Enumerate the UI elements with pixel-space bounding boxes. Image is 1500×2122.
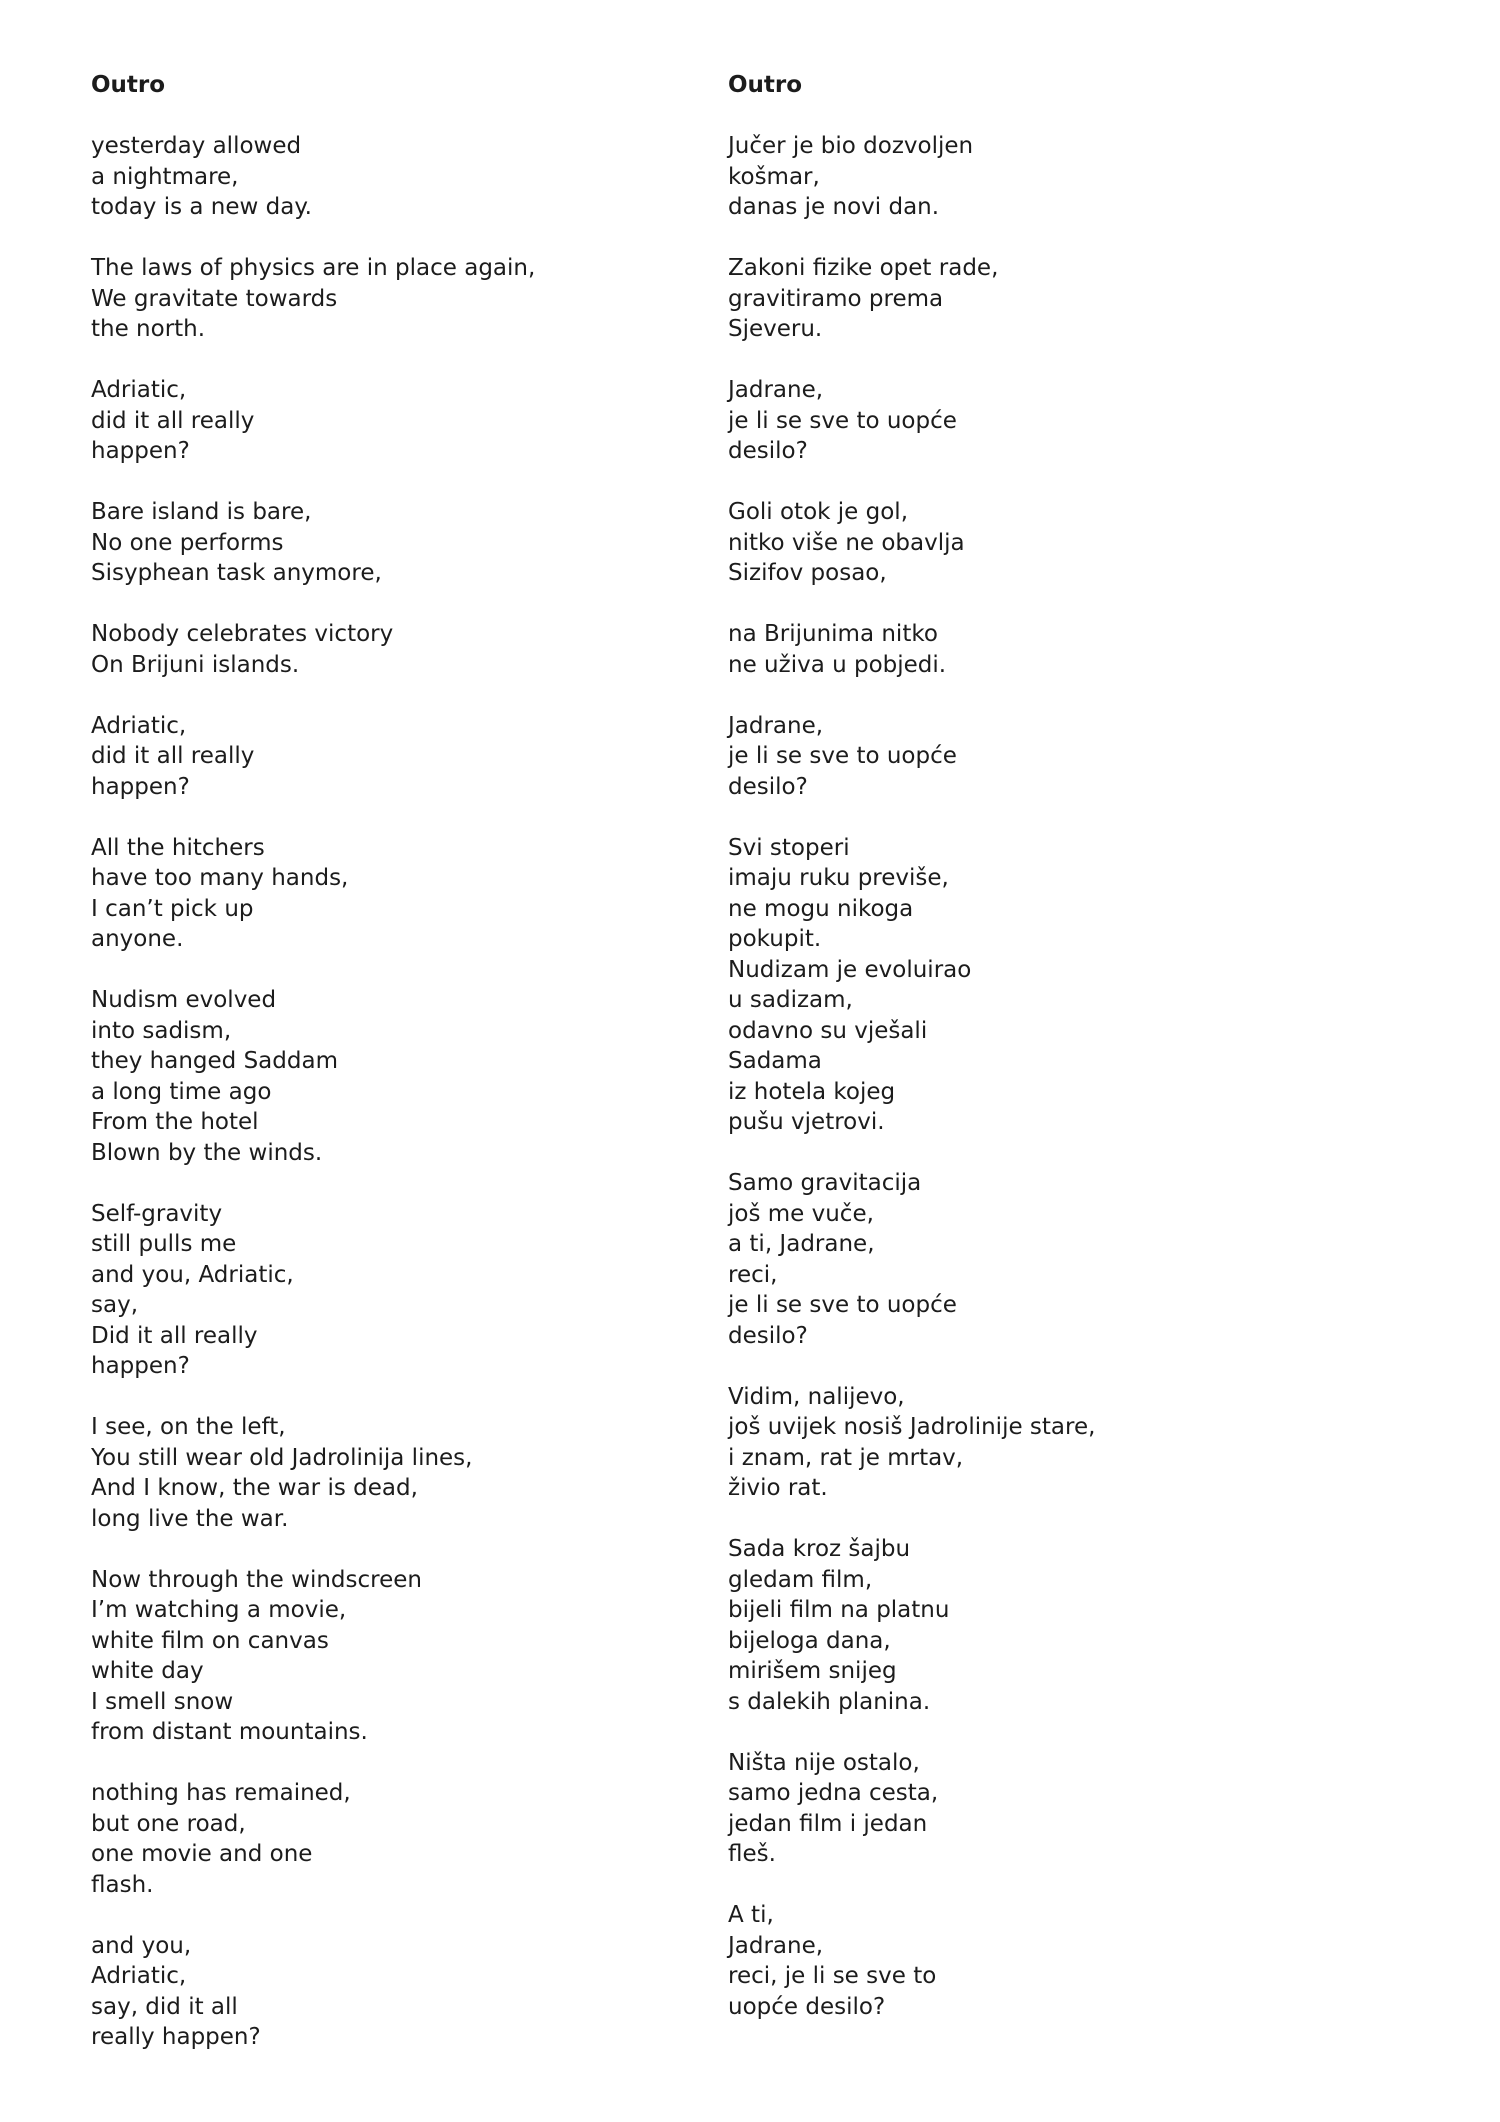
poem-line: Samo gravitacija xyxy=(728,1170,922,1196)
poem-line: I see, on the left, xyxy=(91,1414,286,1440)
stanza xyxy=(728,619,1328,680)
poem-line: happen? xyxy=(91,773,190,800)
stanza xyxy=(728,253,1328,345)
poem-line: Nobody celebrates victory xyxy=(91,621,394,647)
croatian-poem-title: Outro xyxy=(728,72,803,98)
poem-line: gravitiramo prema xyxy=(728,285,944,312)
poem-line: anyone. xyxy=(91,926,184,952)
poem-line: je li se sve to uopće xyxy=(728,743,957,769)
poem-line: Nudizam je evoluirao xyxy=(728,956,972,983)
poem-line: nitko više ne obavlja xyxy=(728,529,965,556)
poem-line: desilo? xyxy=(728,438,808,464)
stanza xyxy=(728,131,1328,223)
english-stanzas xyxy=(91,131,691,2053)
stanza xyxy=(91,131,691,223)
poem-line: Zakoni fizike opet rade, xyxy=(728,255,999,281)
poem-line: really happen? xyxy=(91,2024,261,2050)
stanza xyxy=(91,497,691,589)
stanza xyxy=(728,1168,1328,1351)
poem-line: pušu vjetrovi. xyxy=(728,1109,885,1135)
poem-line: today is a new day. xyxy=(91,194,312,220)
poem-line: Svi stoperi xyxy=(728,834,850,861)
poem-line: reci, je li se sve to xyxy=(728,1963,937,1989)
poem-line: desilo? xyxy=(728,1322,808,1349)
poem-line: ne uživa u pobjedi. xyxy=(728,651,947,678)
poem-line: Self-gravity xyxy=(91,1200,223,1227)
poem-line: Bare island is bare, xyxy=(91,499,312,525)
poem-line: long live the war. xyxy=(91,1505,289,1532)
poem-line: na Brijunima nitko xyxy=(728,621,938,647)
poem-line: one movie and one xyxy=(91,1841,313,1867)
stanza xyxy=(91,375,691,467)
poem-line: Jučer je bio dozvoljen xyxy=(728,133,974,159)
poem-line: The laws of physics are in place again, xyxy=(91,255,536,281)
poem-line: yesterday allowed xyxy=(91,133,302,159)
stanza xyxy=(91,619,691,680)
stanza xyxy=(91,711,691,803)
poem-line: On Brijuni islands. xyxy=(91,651,300,678)
poem-line: u sadizam, xyxy=(728,987,853,1013)
stanza xyxy=(91,1565,691,1748)
poem-line: they hanged Saddam xyxy=(91,1048,338,1074)
poem-line: Jadrane, xyxy=(728,1932,824,1959)
poem-line: happen? xyxy=(91,1353,190,1379)
poem-line: fleš. xyxy=(728,1841,776,1867)
poem-line: Blown by the winds. xyxy=(91,1139,323,1166)
poem-line: and you, Adriatic, xyxy=(91,1261,294,1288)
poem-line: Sizifov posao, xyxy=(728,560,887,586)
stanza xyxy=(728,1900,1328,2022)
stanza xyxy=(91,1199,691,1382)
poem-line: did it all really xyxy=(91,743,255,769)
poem-line: from distant mountains. xyxy=(91,1719,368,1745)
poem-line: You still wear old Jadrolinija lines, xyxy=(91,1444,473,1471)
poem-line: još me vuče, xyxy=(728,1200,874,1227)
poem-line: white film on canvas xyxy=(91,1627,329,1654)
english-poem-title: Outro xyxy=(91,72,166,98)
poem-line: mirišem snijeg xyxy=(728,1658,897,1684)
poem-line: još uvijek nosiš Jadrolinije stare, xyxy=(728,1414,1096,1440)
poem-line: flash. xyxy=(91,1871,154,1898)
poem-line: Vidim, nalijevo, xyxy=(728,1383,905,1410)
poem-line: And I know, the war is dead, xyxy=(91,1475,418,1501)
poem-line: samo jedna cesta, xyxy=(728,1780,939,1806)
stanza xyxy=(91,985,691,1168)
poem-line: živio rat. xyxy=(728,1475,828,1501)
croatian-stanzas xyxy=(728,131,1328,2022)
poem-line: say, did it all xyxy=(91,1993,238,2020)
poem-line: Did it all really xyxy=(91,1322,258,1349)
poem-line: a nightmare, xyxy=(91,163,239,190)
stanza xyxy=(728,1534,1328,1717)
stanza xyxy=(728,1382,1328,1504)
english-poem-column xyxy=(91,70,691,2083)
poem-line: košmar, xyxy=(728,163,820,190)
poem-line: s dalekih planina. xyxy=(728,1688,931,1715)
poem-line: and you, xyxy=(91,1932,192,1959)
stanza xyxy=(728,375,1328,467)
poem-line: jedan film i jedan xyxy=(728,1810,928,1837)
poem-line: but one road, xyxy=(91,1810,246,1837)
poem-line: desilo? xyxy=(728,773,808,800)
poem-line: a long time ago xyxy=(91,1078,272,1105)
poem-line: I can’t pick up xyxy=(91,895,254,922)
poem-line: danas je novi dan. xyxy=(728,194,940,220)
poem-line: Goli otok je gol, xyxy=(728,499,909,525)
poem-line: Adriatic, xyxy=(91,1963,187,1989)
poem-line: have too many hands, xyxy=(91,865,349,891)
poem-line: Nudism evolved xyxy=(91,987,277,1013)
poem-line: gledam film, xyxy=(728,1566,873,1593)
poem-line: Jadrane, xyxy=(728,712,824,739)
stanza xyxy=(91,253,691,345)
poem-line: We gravitate towards xyxy=(91,285,338,312)
stanza xyxy=(91,1412,691,1534)
poem-line: Sjeveru. xyxy=(728,316,823,342)
stanza xyxy=(91,1931,691,2053)
poem-line: nothing has remained, xyxy=(91,1780,351,1806)
poem-line: uopće desilo? xyxy=(728,1993,886,2020)
poem-line: bijeloga dana, xyxy=(728,1627,891,1654)
poem-line: A ti, xyxy=(728,1902,774,1928)
poem-line: Adriatic, xyxy=(91,377,187,403)
poem-line: Sada kroz šajbu xyxy=(728,1536,911,1562)
poem-line: All the hitchers xyxy=(91,834,265,861)
poem-line: pokupit. xyxy=(728,926,822,952)
poem-line: bijeli film na platnu xyxy=(728,1597,950,1623)
poem-line: iz hotela kojeg xyxy=(728,1078,896,1105)
poem-line: I’m watching a movie, xyxy=(91,1597,347,1623)
poem-line: say, xyxy=(91,1292,138,1318)
poem-line: From the hotel xyxy=(91,1109,259,1135)
poem-line: Now through the windscreen xyxy=(91,1566,422,1593)
poem-line: happen? xyxy=(91,438,190,464)
poem-line: Jadrane, xyxy=(728,377,824,403)
poem-line: I smell snow xyxy=(91,1688,234,1715)
stanza xyxy=(728,1748,1328,1870)
poem-line: did it all really xyxy=(91,407,255,434)
poem-line: je li se sve to uopće xyxy=(728,1292,957,1318)
poem-line: a ti, Jadrane, xyxy=(728,1231,875,1257)
poem-line: je li se sve to uopće xyxy=(728,407,957,434)
stanza xyxy=(728,833,1328,1138)
poem-line: the north. xyxy=(91,316,206,342)
poem-line: still pulls me xyxy=(91,1231,237,1257)
poem-line: Sadama xyxy=(728,1048,822,1074)
poem-line: reci, xyxy=(728,1261,778,1288)
poem-line: Adriatic, xyxy=(91,712,187,739)
stanza xyxy=(728,497,1328,589)
poem-line: ne mogu nikoga xyxy=(728,895,914,922)
poem-line: imaju ruku previše, xyxy=(728,865,949,891)
croatian-poem-column xyxy=(728,70,1328,2053)
poem-line: No one performs xyxy=(91,529,284,556)
poem-line: white day xyxy=(91,1658,204,1684)
stanza xyxy=(91,1778,691,1900)
poem-line: Sisyphean task anymore, xyxy=(91,560,382,586)
poem-line: odavno su vješali xyxy=(728,1017,928,1044)
stanza xyxy=(728,711,1328,803)
poem-line: i znam, rat je mrtav, xyxy=(728,1444,964,1471)
stanza xyxy=(91,833,691,955)
poem-line: Ništa nije ostalo, xyxy=(728,1749,920,1776)
poem-line: into sadism, xyxy=(91,1017,232,1044)
